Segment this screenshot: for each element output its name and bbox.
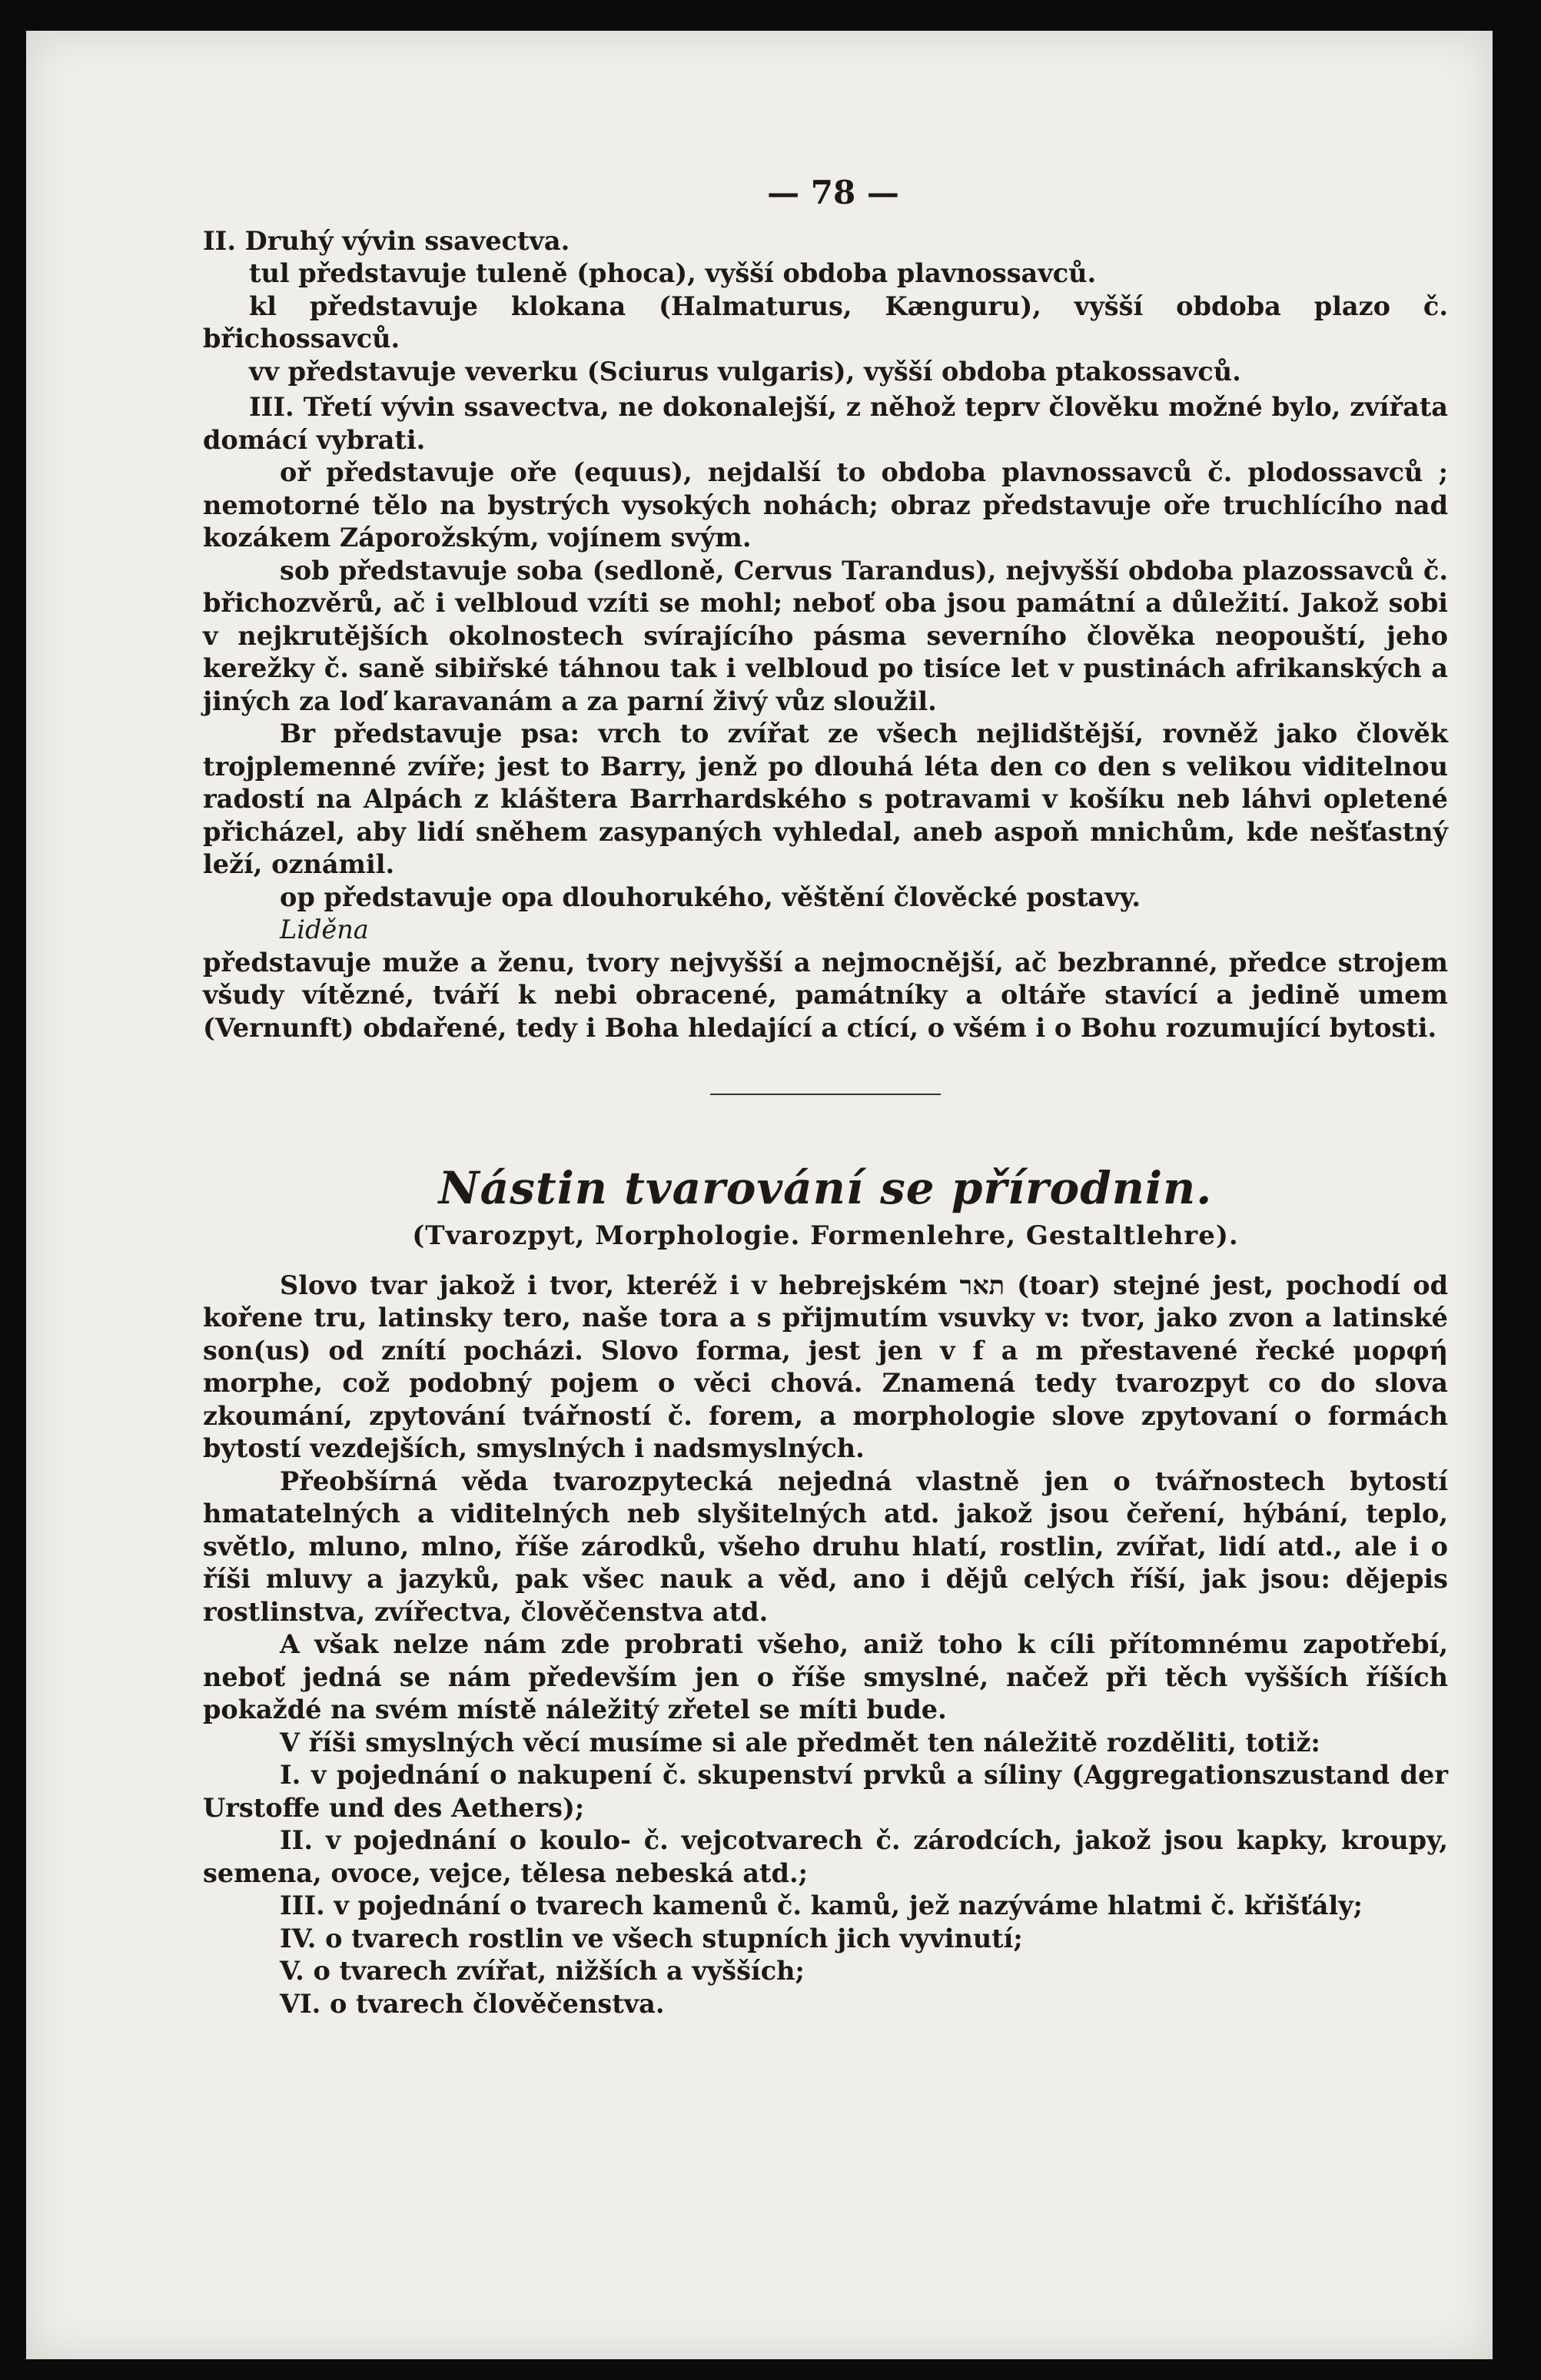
entry-op: op představuje opa dlouhorukého, věštění člověcké postavy. — [280, 881, 1141, 912]
page-number: — 78 — — [767, 174, 899, 211]
article-subtitle: (Tvarozpyt, Morphologie. Formenlehre, Gestaltlehre). — [412, 1220, 1239, 1251]
entry-or: oř představuje oře (equus), nejdalší to obdoba plavnossavců č. plodossavců ; nemotorné tělo na bystrých vysokých nohách; obraz představuje oře truchlícího nad kozákem Záporožským, vojínem svým. — [203, 457, 1448, 553]
entry-lidena: představuje muže a ženu, tvory nejvyšší a nejmocnější, ač bezbranné, předce strojem všudy vítězné, tváří k nebi obracené, památníky a oltáře stavící a jedině umem (Vernunft) obdařené, tedy i Boha hledající a ctící, o všém i o Bohu rozumující bytosti. — [203, 947, 1448, 1043]
section-heading-2: II. Druhý vývin ssavectva. — [203, 225, 570, 256]
page-content — [203, 174, 1449, 2020]
list-item: I. v pojednání o nakupení č. skupenství prvků a síliny (Aggregationszustand der Urstoffe und des Aethers); — [203, 1760, 1448, 1823]
list-item: IV. o tvarech rostlin ve všech stupních jich vyvinutí; — [280, 1923, 1023, 1953]
entry-sob: sob představuje soba (sedloně, Cervus Tarandus), nejvyšší obdoba plazossavců č. břichozvěrů, ač i velbloud vzíti se mohl; neboť oba jsou památní a důležití. Jakož sobi v nejkrutějších okolnostech svírajícího pásma severního člověka neopouští, jeho kerežky č. saně sibiřské táhnou tak i velbloud po tisíce let v pustinách afrikanských a jiných za loď karavanám a za parní živý vůz sloužil. — [203, 555, 1448, 716]
document-page — [26, 31, 1493, 2359]
paragraph-1: Slovo tvar jakož i tvor, kteréž i v hebrejském תאר (toar) stejné jest, pochodí od kořene tru, latinsky tero, naše tora a s přijmutím vsuvky v: tvor, jako zvon a latinské son(us) od znítí pocházi. Slovo forma, jest jen v f a m přestavené řecké μορφή morphe, což podobný pojem o věci chová. Znamená tedy tvarozpyt co do slova zkoumání, zpytování tvářností č. forem, a morphologie slove zpytovaní o formách bytostí vezdejších, smyslných i nadsmyslných. — [203, 1270, 1449, 1463]
article-title: Nástin tvarování se přírodnin. — [438, 1162, 1213, 1214]
list-item: VI. o tvarech člověčenstva. — [280, 1988, 665, 2019]
list-item: II. v pojednání o koulo- č. vejcotvarech č. zárodcích, jakož jsou kapky, kroupy, semena, ovoce, vejce, tělesa nebeská atd.; — [203, 1825, 1448, 1888]
paragraph-2: Přeobšírná věda tvarozpytecká nejedná vlastně jen o tvářnostech bytostí hmatatelných a viditelných neb slyšitelných atd. jakož jsou čeření, hýbání, teplo, světlo, mluno, mlno, říše zárodků, všeho druhu hlatí, rostlin, zvířat, lidí atd., ale i o říši mluvy a jazyků, pak všec nauk a věd, ano i dějů celých říší, jak jsou: dějepis rostlinstva, zvířectva, člověčenstva atd. — [203, 1466, 1448, 1627]
paragraph-4: V říši smyslných věcí musíme si ale předmět ten náležitě rozděliti, totiž: — [280, 1727, 1320, 1758]
entry-br: Br představuje psa: vrch to zvířat ze všech nejlidštější, rovněž jako člověk trojplemenné zvíře; jest to Barry, jenž po dlouhá léta den co den s velikou viditelnou radostí na Alpách z kláštera Barrhardského s potravami v košíku neb láhvi opletené přicházel, aby lidí sněhem zasypaných vyhledal, aneb aspoň mnichům, kde nešťastný leží, oznámil. — [203, 719, 1448, 879]
entry-vv: vv představuje veverku (Sciurus vulgaris), vyšší obdoba ptakossavců. — [249, 356, 1241, 387]
entry-lidena-label: Liděna — [280, 914, 369, 944]
list-item: III. v pojednání o tvarech kamenů č. kamů, jež nazýváme hlatmi č. křišťály; — [280, 1890, 1363, 1920]
section-heading-3: III. Třetí vývin ssavectva, ne dokonalejší, z něhož teprv člověku možné bylo, zvířata domácí vybrati. — [203, 392, 1448, 455]
section-divider — [710, 1094, 941, 1095]
division-list — [203, 1759, 1448, 2020]
entry-tul: tul představuje tuleně (phoca), vyšší obdoba plavnossavců. — [249, 258, 1097, 288]
list-item: V. o tvarech zvířat, nižších a vyšších; — [280, 1956, 805, 1986]
paragraph-3: A však nelze nám zde probrati všeho, aniž toho k cíli přítomnému zapotřebí, neboť jedná se nám především jen o říše smyslné, načež při těch vyšších říších pokaždé na svém místě náležitý zřetel se míti bude. — [203, 1629, 1448, 1724]
entry-kl: kl představuje klokana (Halmaturus, Kænguru), vyšší obdoba plazo č. břichossavců. — [203, 290, 1448, 354]
